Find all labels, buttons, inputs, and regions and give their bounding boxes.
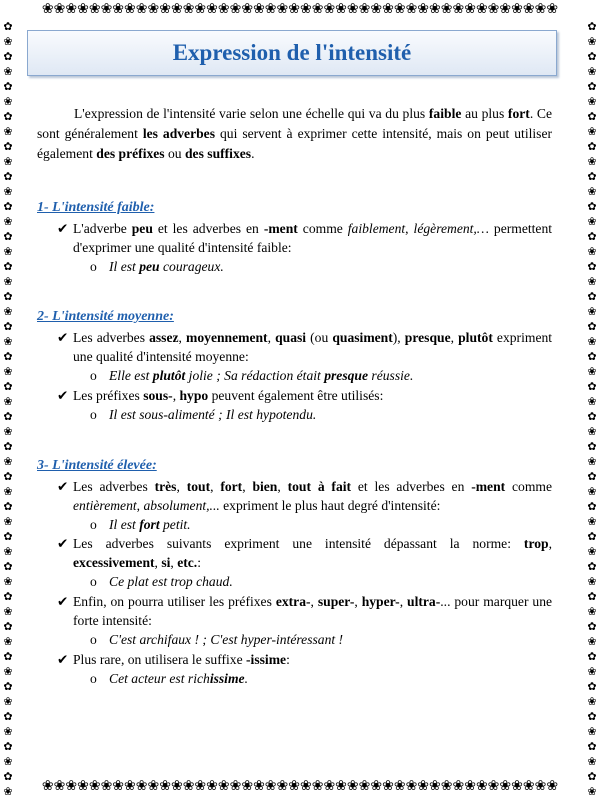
circle-bullet-icon: o — [90, 517, 97, 532]
checkmark-icon: ✔ — [57, 330, 69, 345]
example-text: . — [244, 671, 248, 686]
circle-bullet-icon: o — [90, 407, 97, 422]
item-bold: extra- — [275, 594, 311, 609]
list-item — [57, 534, 552, 572]
intro-text: qui servent à exprimer cette intensité, mais on peut utiliser également — [37, 126, 553, 161]
item-bold: très — [154, 479, 177, 494]
example-line — [90, 669, 248, 688]
item-bold: peu — [131, 221, 153, 236]
intro-paragraph — [37, 104, 552, 164]
item-text: , — [154, 555, 162, 570]
item-text: Les adverbes — [73, 479, 155, 494]
item-bold: ultra- — [407, 594, 441, 609]
intro-text: au plus — [461, 106, 508, 121]
example-bold: plutôt — [152, 368, 186, 383]
item-text: Les adverbes — [73, 330, 150, 345]
item-text: comme — [297, 221, 348, 236]
example-line — [90, 630, 343, 649]
example-text: petit. — [159, 517, 191, 532]
item-bold: sous- — [143, 388, 173, 403]
item-text: , — [405, 221, 414, 236]
example-text: Il est sous-alimenté ; Il est hypotendu. — [109, 407, 317, 422]
item-text: , — [310, 594, 318, 609]
page-border-top: ❀❀❀❀❀❀❀❀❀❀❀❀❀❀❀❀❀❀❀❀❀❀❀❀❀❀❀❀❀❀❀❀❀❀❀❀❀❀❀❀❀❀❀❀ — [41, 2, 559, 17]
list-item — [57, 219, 552, 257]
example-text: Il est — [109, 259, 140, 274]
checkmark-icon: ✔ — [57, 388, 69, 403]
item-bold: assez — [149, 330, 179, 345]
item-bold: presque — [404, 330, 451, 345]
item-bold: trop — [523, 536, 549, 551]
checkmark-icon: ✔ — [57, 536, 69, 551]
page-border-bottom: ❀❀❀❀❀❀❀❀❀❀❀❀❀❀❀❀❀❀❀❀❀❀❀❀❀❀❀❀❀❀❀❀❀❀❀❀❀❀❀❀❀❀❀❀ — [41, 779, 559, 794]
section-heading-elevee: 3- L'intensité élevée: — [37, 458, 157, 473]
list-item — [57, 328, 552, 366]
item-text: , — [548, 536, 552, 551]
item-text: , — [354, 594, 362, 609]
item-text: ), — [392, 330, 405, 345]
example-text: Il est — [109, 517, 140, 532]
item-text: , — [170, 555, 178, 570]
item-text: permettent d'exprimer une qualité d'intensité faible: — [73, 221, 553, 255]
item-bold: quasi — [275, 330, 307, 345]
example-line — [90, 257, 224, 276]
example-text: Ce plat est trop chaud. — [109, 574, 233, 589]
item-bold: quasiment — [332, 330, 393, 345]
intro-text: ou — [164, 146, 185, 161]
item-text: , — [450, 330, 459, 345]
list-item — [57, 592, 552, 630]
item-bold: hyper- — [361, 594, 400, 609]
item-text: Plus rare, on utilisera le suffixe — [73, 652, 247, 667]
page-title: Expression de l'intensité — [172, 40, 412, 65]
list-item — [57, 386, 552, 405]
item-text: : — [286, 652, 290, 667]
circle-bullet-icon: o — [90, 368, 97, 383]
item-bold: plutôt — [458, 330, 493, 345]
item-bold: moyennement — [186, 330, 268, 345]
intro-text: . Ce sont généralement — [37, 106, 552, 141]
example-text: jolie ; Sa rédaction était — [185, 368, 325, 383]
circle-bullet-icon: o — [90, 671, 97, 686]
intro-bold: des préfixes — [96, 146, 165, 161]
page-border-left: ✿❀✿❀✿❀✿❀✿❀✿❀✿❀✿❀✿❀✿❀✿❀✿❀✿❀✿❀✿❀✿❀✿❀✿❀✿❀✿❀✿❀✿❀✿❀✿❀✿❀✿❀ — [3, 21, 13, 798]
example-line — [90, 515, 191, 534]
item-text: Les adverbes suivants expriment une intensité dépassant la norme: — [73, 536, 524, 551]
example-bold: presque — [324, 368, 369, 383]
checkmark-icon: ✔ — [57, 594, 69, 609]
item-bold: super- — [317, 594, 355, 609]
item-text: et les adverbes en — [152, 221, 264, 236]
item-text: , — [267, 330, 276, 345]
item-bold: si — [161, 555, 171, 570]
item-text: Enfin, on pourra utiliser les préfixes — [73, 594, 276, 609]
checkmark-icon: ✔ — [57, 221, 69, 236]
intro-bold: les adverbes — [142, 126, 216, 141]
item-italic: légèrement,… — [413, 221, 489, 236]
item-text: Les préfixes — [73, 388, 144, 403]
intro-text: . — [251, 146, 255, 161]
checkmark-icon: ✔ — [57, 652, 69, 667]
example-text: C'est archifaux ! ; C'est hyper-intéressant ! — [109, 632, 344, 647]
item-bold: fort — [220, 479, 243, 494]
item-text: peuvent également être utilisés: — [208, 388, 384, 403]
item-italic: absolument,... — [143, 498, 220, 513]
item-bold: hypo — [179, 388, 209, 403]
item-text: , — [242, 479, 253, 494]
example-line — [90, 366, 413, 385]
section-heading-faible: 1- L'intensité faible: — [37, 200, 155, 215]
page-border-right: ✿❀✿❀✿❀✿❀✿❀✿❀✿❀✿❀✿❀✿❀✿❀✿❀✿❀✿❀✿❀✿❀✿❀✿❀✿❀✿❀✿❀✿❀✿❀✿❀✿❀✿❀ — [587, 21, 597, 798]
example-text: réussie. — [368, 368, 414, 383]
item-text: expriment une qualité d'intensité moyenne: — [73, 330, 553, 364]
example-line — [90, 405, 316, 424]
item-text: (ou — [306, 330, 333, 345]
item-bold: bien — [252, 479, 278, 494]
item-italic: entièrement — [73, 498, 137, 513]
item-text: ... pour marquer une forte intensité: — [73, 594, 553, 628]
item-italic: faiblement — [347, 221, 406, 236]
item-text: comme — [505, 479, 553, 494]
item-text: , — [178, 330, 187, 345]
example-text: courageux. — [159, 259, 224, 274]
item-bold: -issime — [246, 652, 287, 667]
example-text: Elle est — [109, 368, 153, 383]
item-text: , — [136, 498, 144, 513]
example-bold: peu — [139, 259, 160, 274]
item-bold: tout à fait — [287, 479, 352, 494]
item-text: , — [210, 479, 221, 494]
list-item — [57, 650, 552, 669]
item-text: et les adverbes en — [351, 479, 472, 494]
item-bold: -ment — [471, 479, 506, 494]
item-bold: excessivement — [73, 555, 155, 570]
item-text: , — [277, 479, 288, 494]
item-bold: etc. — [177, 555, 198, 570]
item-text: , — [172, 388, 180, 403]
list-item — [57, 477, 552, 515]
circle-bullet-icon: o — [90, 574, 97, 589]
title-banner — [27, 30, 557, 76]
item-text: L'adverbe — [73, 221, 132, 236]
intro-text: L'expression de l'intensité varie selon une échelle qui va du plus — [74, 106, 429, 121]
example-line — [90, 572, 233, 591]
intro-bold: faible — [428, 106, 462, 121]
checkmark-icon: ✔ — [57, 479, 69, 494]
item-bold: -ment — [263, 221, 298, 236]
example-bold: fort — [139, 517, 160, 532]
intro-bold: fort — [507, 106, 530, 121]
section-heading-moyenne: 2- L'intensité moyenne: — [37, 309, 174, 324]
circle-bullet-icon: o — [90, 259, 97, 274]
item-bold: tout — [186, 479, 211, 494]
item-text: , — [399, 594, 408, 609]
item-text: expriment le plus haut degré d'intensité: — [219, 498, 441, 513]
example-text: Cet acteur est rich — [109, 671, 210, 686]
item-text: , — [176, 479, 187, 494]
intro-bold: des suffixes — [185, 146, 252, 161]
item-text: : — [197, 555, 201, 570]
example-bold: issime — [209, 671, 245, 686]
circle-bullet-icon: o — [90, 632, 97, 647]
